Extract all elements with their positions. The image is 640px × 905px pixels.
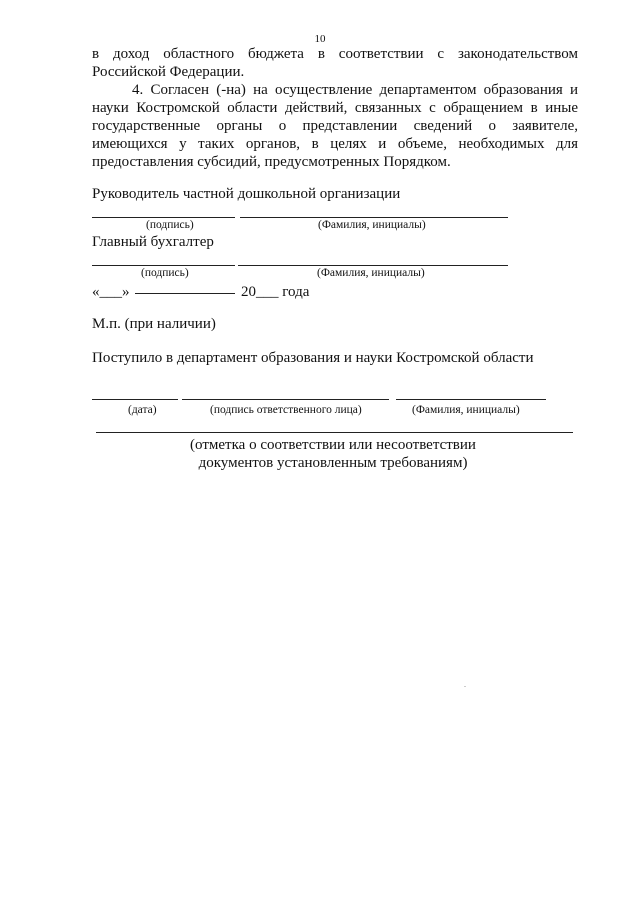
intro-line-1: в доход областного бюджета в соответствии с законодательством <box>92 46 578 62</box>
received-date-caption: (дата) <box>128 404 157 416</box>
stamp-note: М.п. (при наличии) <box>92 316 216 332</box>
accountant-sign-caption: (подпись) <box>141 267 189 279</box>
head-title: Руководитель частной дошкольной организации <box>92 186 401 202</box>
compliance-caption-1: (отметка о соответствии или несоответствии <box>190 437 476 453</box>
date-month-blank <box>135 293 235 294</box>
clause4-line-1: 4. Согласен (-на) на осуществление департаментом образования и <box>132 82 578 98</box>
date-close-quote: » <box>122 284 130 300</box>
date-year-suffix: года <box>282 284 310 300</box>
date-year-prefix: 20 <box>241 284 256 300</box>
date-line <box>92 284 309 301</box>
received-sign-caption: (подпись ответственного лица) <box>210 404 362 416</box>
date-year-blank: ___ <box>256 284 279 300</box>
received-sign-line <box>182 399 389 400</box>
date-day-blank: ___ <box>99 284 122 300</box>
received-name-line <box>396 399 546 400</box>
compliance-caption-2: документов установленным требованиям) <box>198 455 468 471</box>
accountant-name-line <box>238 265 508 266</box>
received-name-caption: (Фамилия, инициалы) <box>412 404 520 416</box>
accountant-name-caption: (Фамилия, инициалы) <box>317 267 425 279</box>
head-sign-line <box>92 217 235 218</box>
date-open-quote: « <box>92 284 100 300</box>
clause4-line-5: предоставления субсидий, предусмотренных Порядком. <box>92 154 451 170</box>
head-sign-caption: (подпись) <box>146 219 194 231</box>
head-name-line <box>240 217 508 218</box>
accountant-sign-line <box>92 265 235 266</box>
clause4-line-3: государственные органы о представлении сведений о заявителе, <box>92 118 578 134</box>
scan-speck <box>464 686 466 687</box>
head-name-caption: (Фамилия, инициалы) <box>318 219 426 231</box>
accountant-title: Главный бухгалтер <box>92 234 214 250</box>
intro-line-2: Российской Федерации. <box>92 64 245 80</box>
received-text: Поступило в департамент образования и науки Костромской области <box>92 350 534 366</box>
compliance-line <box>96 432 573 433</box>
clause4-line-4: имеющихся у таких органов, в целях и объеме, необходимых для <box>92 136 578 152</box>
clause4-line-2: науки Костромской области действий, связанных с обращением в иные <box>92 100 578 116</box>
page-number: 10 <box>314 33 326 45</box>
received-date-line <box>92 399 178 400</box>
